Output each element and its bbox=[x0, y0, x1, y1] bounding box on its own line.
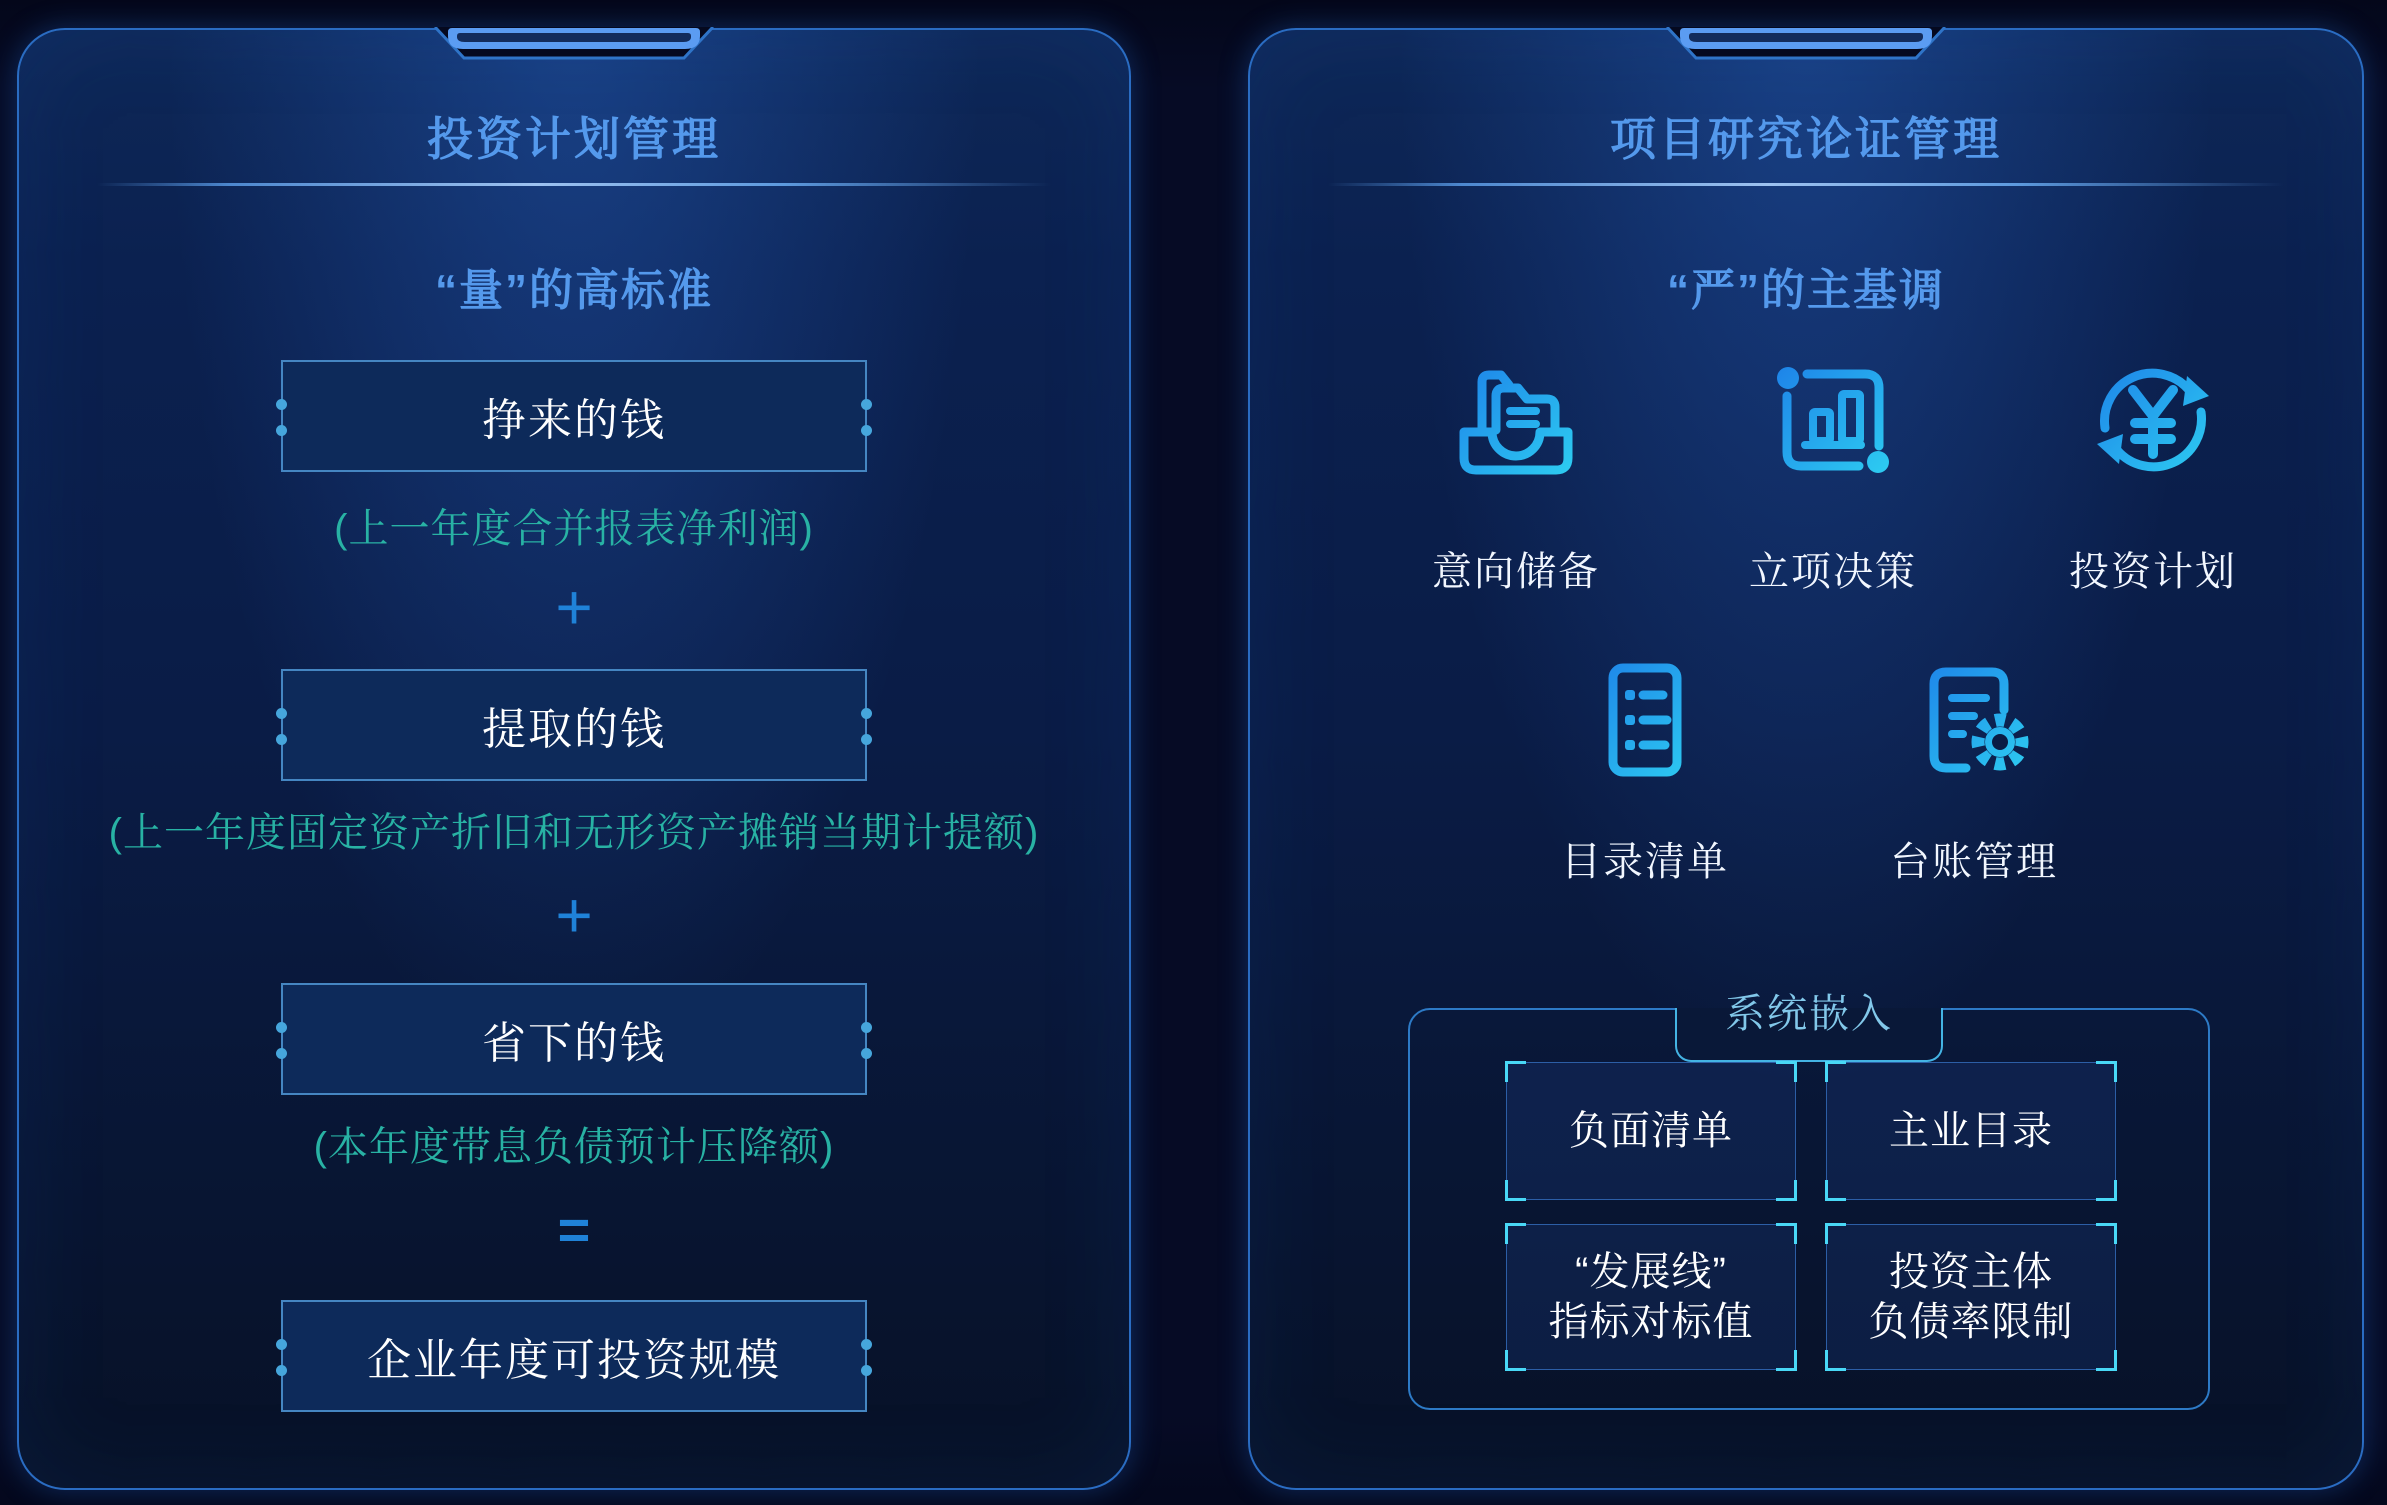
module-catalog-list bbox=[1485, 654, 1805, 887]
panel-investment-plan bbox=[17, 28, 1131, 1490]
module-ledger-management bbox=[1814, 654, 2134, 887]
panel-top-notch-ornament bbox=[1666, 27, 1946, 63]
module-label: 台账管理 bbox=[1890, 840, 2058, 884]
embed-item-line: 指标对标值 bbox=[1548, 1300, 1754, 1344]
panel-project-research bbox=[1248, 28, 2364, 1490]
corner-brackets bbox=[1827, 1225, 2115, 1369]
title-divider bbox=[97, 183, 1052, 186]
flow-note: (上一年度合并报表净利润) bbox=[334, 507, 814, 551]
panel-subtitle: “严”的主基调 bbox=[1667, 266, 1945, 315]
connector-dots-right bbox=[861, 671, 872, 779]
connector-dots-left bbox=[276, 671, 287, 779]
embed-item-debt-ratio-limit bbox=[1826, 1224, 2116, 1370]
flow-box-withdrawn-money bbox=[281, 669, 867, 781]
document-gear-icon bbox=[1908, 654, 2040, 786]
embed-item-development-line-benchmark bbox=[1506, 1224, 1796, 1370]
panel-title: 项目研究论证管理 bbox=[1610, 113, 2002, 165]
system-embed-container bbox=[1408, 992, 2210, 1410]
embed-item-negative-list bbox=[1506, 1062, 1796, 1200]
flow-box-label: 提取的钱 bbox=[482, 705, 666, 754]
operator-plus: + bbox=[555, 571, 593, 643]
embed-item-line: 投资主体 bbox=[1889, 1250, 2053, 1294]
flow-box-label: 省下的钱 bbox=[482, 1019, 666, 1068]
connector-dots-right bbox=[861, 1302, 872, 1410]
flow-box-earned-money bbox=[281, 360, 867, 472]
embed-item-line: 主业目录 bbox=[1889, 1109, 2053, 1153]
title-divider bbox=[1328, 183, 2284, 186]
module-investment-plan bbox=[1993, 354, 2313, 597]
flow-box-label: 企业年度可投资规模 bbox=[367, 1336, 781, 1385]
corner-brackets bbox=[1827, 1063, 2115, 1199]
module-label: 立项决策 bbox=[1749, 550, 1917, 594]
module-label: 意向储备 bbox=[1432, 550, 1600, 594]
bar-chart-frame-icon bbox=[1767, 354, 1899, 486]
connector-dots-left bbox=[276, 1302, 287, 1410]
module-label: 目录清单 bbox=[1561, 840, 1729, 884]
connector-dots-right bbox=[861, 985, 872, 1093]
system-embed-label: 系统嵌入 bbox=[1725, 992, 1893, 1036]
embed-item-main-business-catalog bbox=[1826, 1062, 2116, 1200]
flow-box-saved-money bbox=[281, 983, 867, 1095]
panel-subtitle: “量”的高标准 bbox=[435, 266, 713, 315]
embed-item-line: 负债率限制 bbox=[1868, 1300, 2074, 1344]
yuan-refresh-icon bbox=[2087, 354, 2219, 486]
module-intent-reserve bbox=[1356, 354, 1676, 597]
corner-brackets bbox=[1507, 1225, 1795, 1369]
operator-plus: + bbox=[555, 879, 593, 951]
embed-item-line: 负面清单 bbox=[1569, 1109, 1733, 1153]
flow-box-label: 挣来的钱 bbox=[482, 396, 666, 445]
list-card-icon bbox=[1579, 654, 1711, 786]
operator-equals: = bbox=[557, 1198, 591, 1261]
panel-top-notch-ornament bbox=[434, 27, 714, 63]
module-project-decision bbox=[1673, 354, 1993, 597]
embed-item-line: “发展线” bbox=[1575, 1250, 1727, 1294]
flow-box-annual-investable-scale bbox=[281, 1300, 867, 1412]
flow-note: (本年度带息负债预计压降额) bbox=[313, 1125, 835, 1169]
connector-dots-left bbox=[276, 985, 287, 1093]
connector-dots-left bbox=[276, 362, 287, 470]
connector-dots-right bbox=[861, 362, 872, 470]
panel-title: 投资计划管理 bbox=[427, 113, 721, 165]
archive-folder-icon bbox=[1450, 354, 1582, 486]
corner-brackets bbox=[1507, 1063, 1795, 1199]
flow-note: (上一年度固定资产折旧和无形资产摊销当期计提额) bbox=[108, 811, 1040, 855]
module-label: 投资计划 bbox=[2069, 550, 2237, 594]
